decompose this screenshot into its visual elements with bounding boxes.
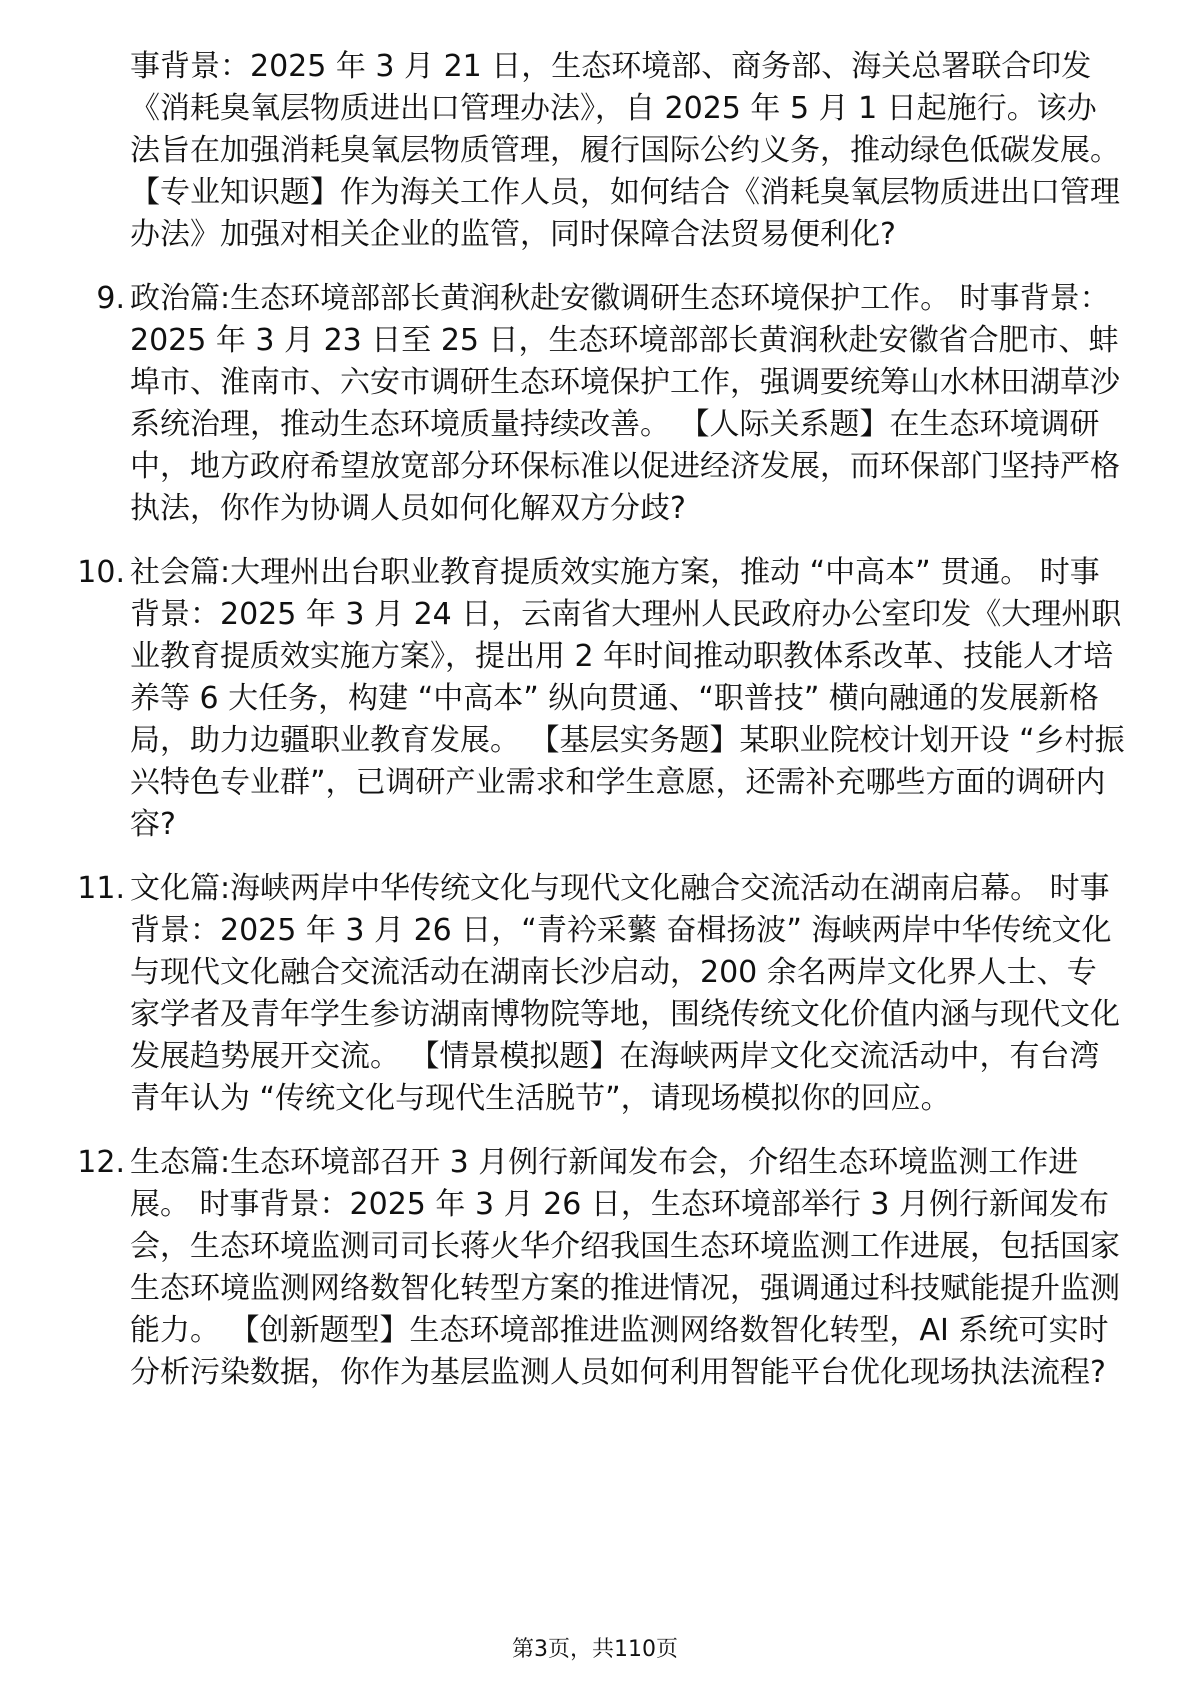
item-text: 政治篇:生态环境部部长黄润秋赴安徽调研生态环境保护工作。 时事背景：2025 年 3 月 23 日至 25 日，生态环境部部长黄润秋赴安徽省合肥市、蚌埠市、淮南市、六安市调研生态环境保护工作，强调要统筹山水林田湖草沙系统治理，推动生态环境质量持续改善。 【人际关系题】在生态环境调研中，地方政府希望放宽部分环保标准以促进经济发展，而环保部门坚持严格执法，你作为协调人员如何化解双方分歧?: [130, 281, 1120, 526]
item-number: 9.: [96, 281, 125, 316]
item-number: 12.: [77, 1145, 125, 1180]
continued-paragraph: 事背景：2025 年 3 月 21 日，生态环境部、商务部、海关总署联合印发《消耗臭氧层物质进出口管理办法》，自 2025 年 5 月 1 日起施行。该办法旨在加强消耗臭氧层物质管理，履行国际公约义务，推动绿色低碳发展。 【专业知识题】作为海关工作人员，如何结合《消耗臭氧层物质进出口管理办法》加强对相关企业的监管，同时保障合法贸易便利化?: [130, 49, 1120, 252]
list-item: [75, 868, 1125, 1120]
item-number: 10.: [77, 555, 125, 590]
question-list: [75, 46, 1125, 1416]
list-item: [75, 1142, 1125, 1394]
page-footer: 第3页，共110页: [512, 1637, 678, 1662]
item-text: 生态篇:生态环境部召开 3 月例行新闻发布会，介绍生态环境监测工作进展。 时事背景：2025 年 3 月 26 日，生态环境部举行 3 月例行新闻发布会，生态环境监测司司长蒋火华介绍我国生态环境监测工作进展，包括国家生态环境监测网络数智化转型方案的推进情况，强调通过科技赋能提升监测能力。 【创新题型】生态环境部推进监测网络数智化转型，AI 系统可实时分析污染数据，你作为基层监测人员如何利用智能平台优化现场执法流程?: [130, 1145, 1120, 1390]
list-item: [75, 552, 1125, 846]
item-text: 文化篇:海峡两岸中华传统文化与现代文化融合交流活动在湖南启幕。 时事背景：2025 年 3 月 26 日，“青衿采蘩 奋楫扬波” 海峡两岸中华传统文化与现代文化融合交流活动在湖南长沙启动，200 余名两岸文化界人士、专家学者及青年学生参访湖南博物院等地，围绕传统文化价值内涵与现代文化发展趋势展开交流。 【情景模拟题】在海峡两岸文化交流活动中，有台湾青年认为 “传统文化与现代生活脱节”，请现场模拟你的回应。: [130, 871, 1120, 1116]
item-number: 11.: [77, 871, 125, 906]
item-text: 社会篇:大理州出台职业教育提质效实施方案，推动 “中高本” 贯通。 时事背景：2025 年 3 月 24 日，云南省大理州人民政府办公室印发《大理州职业教育提质效实施方案》，提出用 2 年时间推动职教体系改革、技能人才培养等 6 大任务，构建 “中高本” 纵向贯通、“职普技” 横向融通的发展新格局，助力边疆职业教育发展。 【基层实务题】某职业院校计划开设 “乡村振兴特色专业群”，已调研产业需求和学生意愿，还需补充哪些方面的调研内容?: [130, 555, 1125, 842]
list-item: [75, 278, 1125, 530]
